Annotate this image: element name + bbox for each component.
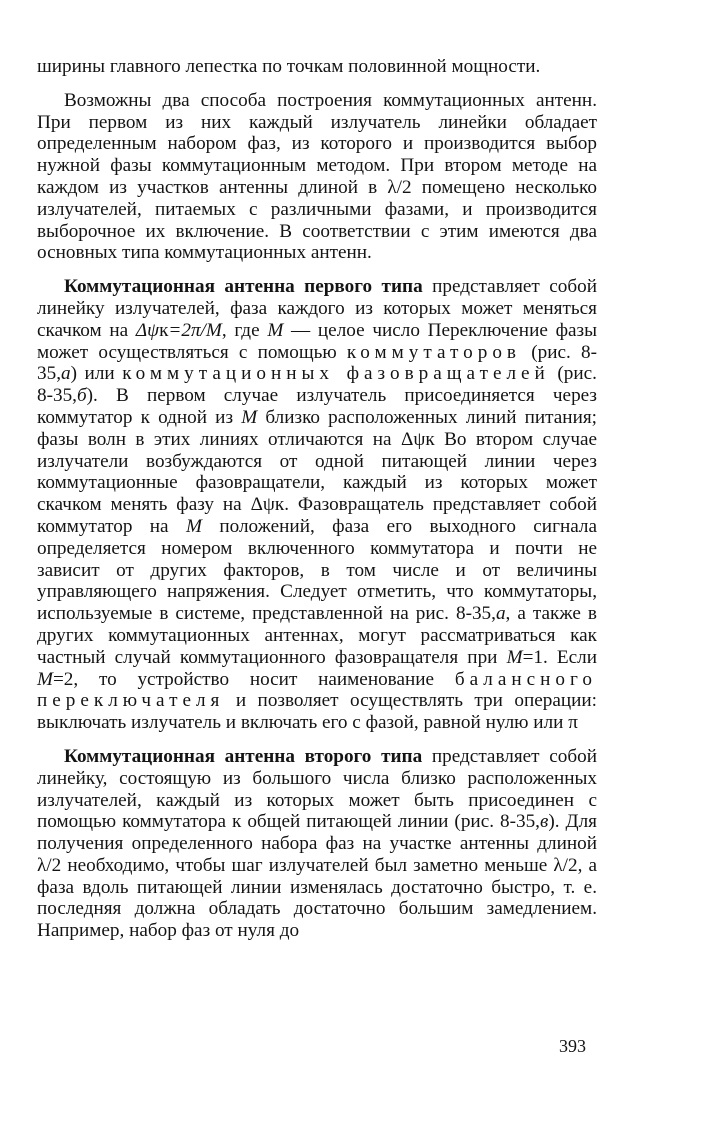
paragraph-text: к bbox=[274, 494, 285, 516]
paragraph-text: , а также в других коммутационных антеннах, могут рассматриваться как частный случай коммутационного фазовращателя при bbox=[37, 603, 597, 668]
paragraph-text: =2, то устройство носит наименование bbox=[52, 668, 455, 690]
paragraph bbox=[37, 90, 597, 264]
paragraph-text: Возможны два способа построения коммутационных антенн. При первом из них каждый излучатель линейки обладает определенным набором фаз, из которого и производится выбор нужной фазы коммутационным методом. При втором методе на каждом из участков антенны длиной в λ/2 помещено несколько излучателей, питаемых с различными фазами, и производится выборочное их включение. В соответствии с этим имеются два основных типа коммутационных антенн. bbox=[37, 89, 597, 264]
paragraph-text: представляет собой линейку, состоящую из большого числа близко расположенных излучателей, каждый из которых может быть присоединен с помощью коммутатора к общей питающей линии (рис. 8-35, bbox=[37, 745, 597, 833]
paragraph-text: и позволяет осуществлять три операции: выключать излучатель и включать его с фазой, равной нулю или π bbox=[37, 690, 597, 734]
italic-text: а bbox=[60, 363, 71, 385]
italic-text: M bbox=[506, 646, 523, 668]
paragraph-text: ). Для получения определенного набора фаз на участке антенны длиной λ/2 необходимо, чтобы шаг излучателей был заметно меньше λ/2, а фаза вдоль питающей линии изменялась достаточно быстро, т. е. последняя должна обладать достаточно большим замедлением. Например, набор фаз от нуля до bbox=[37, 811, 597, 942]
paragraph-text: (рис. 8-35, bbox=[37, 363, 597, 407]
paragraph-text: к bbox=[159, 319, 169, 341]
spaced-emphasis-text: коммутаторов bbox=[346, 341, 521, 363]
paragraph bbox=[37, 56, 597, 78]
paragraph bbox=[37, 276, 597, 734]
paragraph-text: ширины главного лепестка по точкам половинной мощности. bbox=[37, 56, 541, 77]
spaced-emphasis-text: коммутационных фазовращателей bbox=[122, 363, 550, 385]
paragraph-text: — целое число Переключение фазы может осуществляться с помощью bbox=[37, 319, 597, 363]
paragraph bbox=[37, 746, 597, 942]
paragraph-text: к bbox=[425, 428, 435, 450]
italic-text: M bbox=[37, 668, 53, 690]
bold-heading-text: Коммутационная антенна второго типа bbox=[64, 745, 423, 767]
paragraph-text: =1. Если bbox=[522, 646, 597, 668]
paragraph-text: (рис. 8-35, bbox=[37, 341, 597, 385]
paragraph-text: ). В первом случае излучатель присоединяется через коммутатор к одной из bbox=[37, 385, 597, 428]
italic-text: M bbox=[241, 406, 258, 428]
paragraph-text: , где bbox=[221, 319, 268, 341]
paragraph-text: ) или bbox=[70, 363, 123, 385]
paragraph-text: . Фазовращатель представляет собой коммутатор на bbox=[37, 494, 597, 537]
paragraph-text: близко расположенных линий питания; фазы волн в этих линиях отличаются на Δψ bbox=[37, 406, 597, 450]
spaced-emphasis-text: балансного переключателя bbox=[37, 668, 597, 712]
paragraph-text: представляет собой линейку излучателей, фаза каждого из которых может меняться скачком на bbox=[37, 276, 598, 341]
italic-text: в bbox=[539, 811, 549, 833]
italic-text: M bbox=[185, 515, 202, 537]
paragraph-text: Во втором случае излучатели возбуждаются от одной питающей линии через коммутационные фазовращатели, каждый из которых может скачком менять фазу на Δψ bbox=[37, 428, 598, 516]
bold-heading-text: Коммутационная антенна первого типа bbox=[64, 276, 423, 298]
page-number: 393 bbox=[559, 1036, 586, 1056]
italic-text: б bbox=[76, 385, 87, 407]
paragraph-text: положений, фаза его выходного сигнала определяется номером включенного коммутатора и почти не зависит от других факторов, в том числе и от величины управляющего напряжения. Следует отметить, что коммутаторы, используемые в системе, представленной на рис. 8-35, bbox=[37, 515, 597, 625]
italic-text: а bbox=[495, 603, 506, 625]
italic-text: =2π/M bbox=[168, 319, 222, 341]
body-text bbox=[37, 56, 597, 942]
italic-text: Δψ bbox=[135, 319, 160, 341]
italic-text: M bbox=[267, 319, 284, 341]
